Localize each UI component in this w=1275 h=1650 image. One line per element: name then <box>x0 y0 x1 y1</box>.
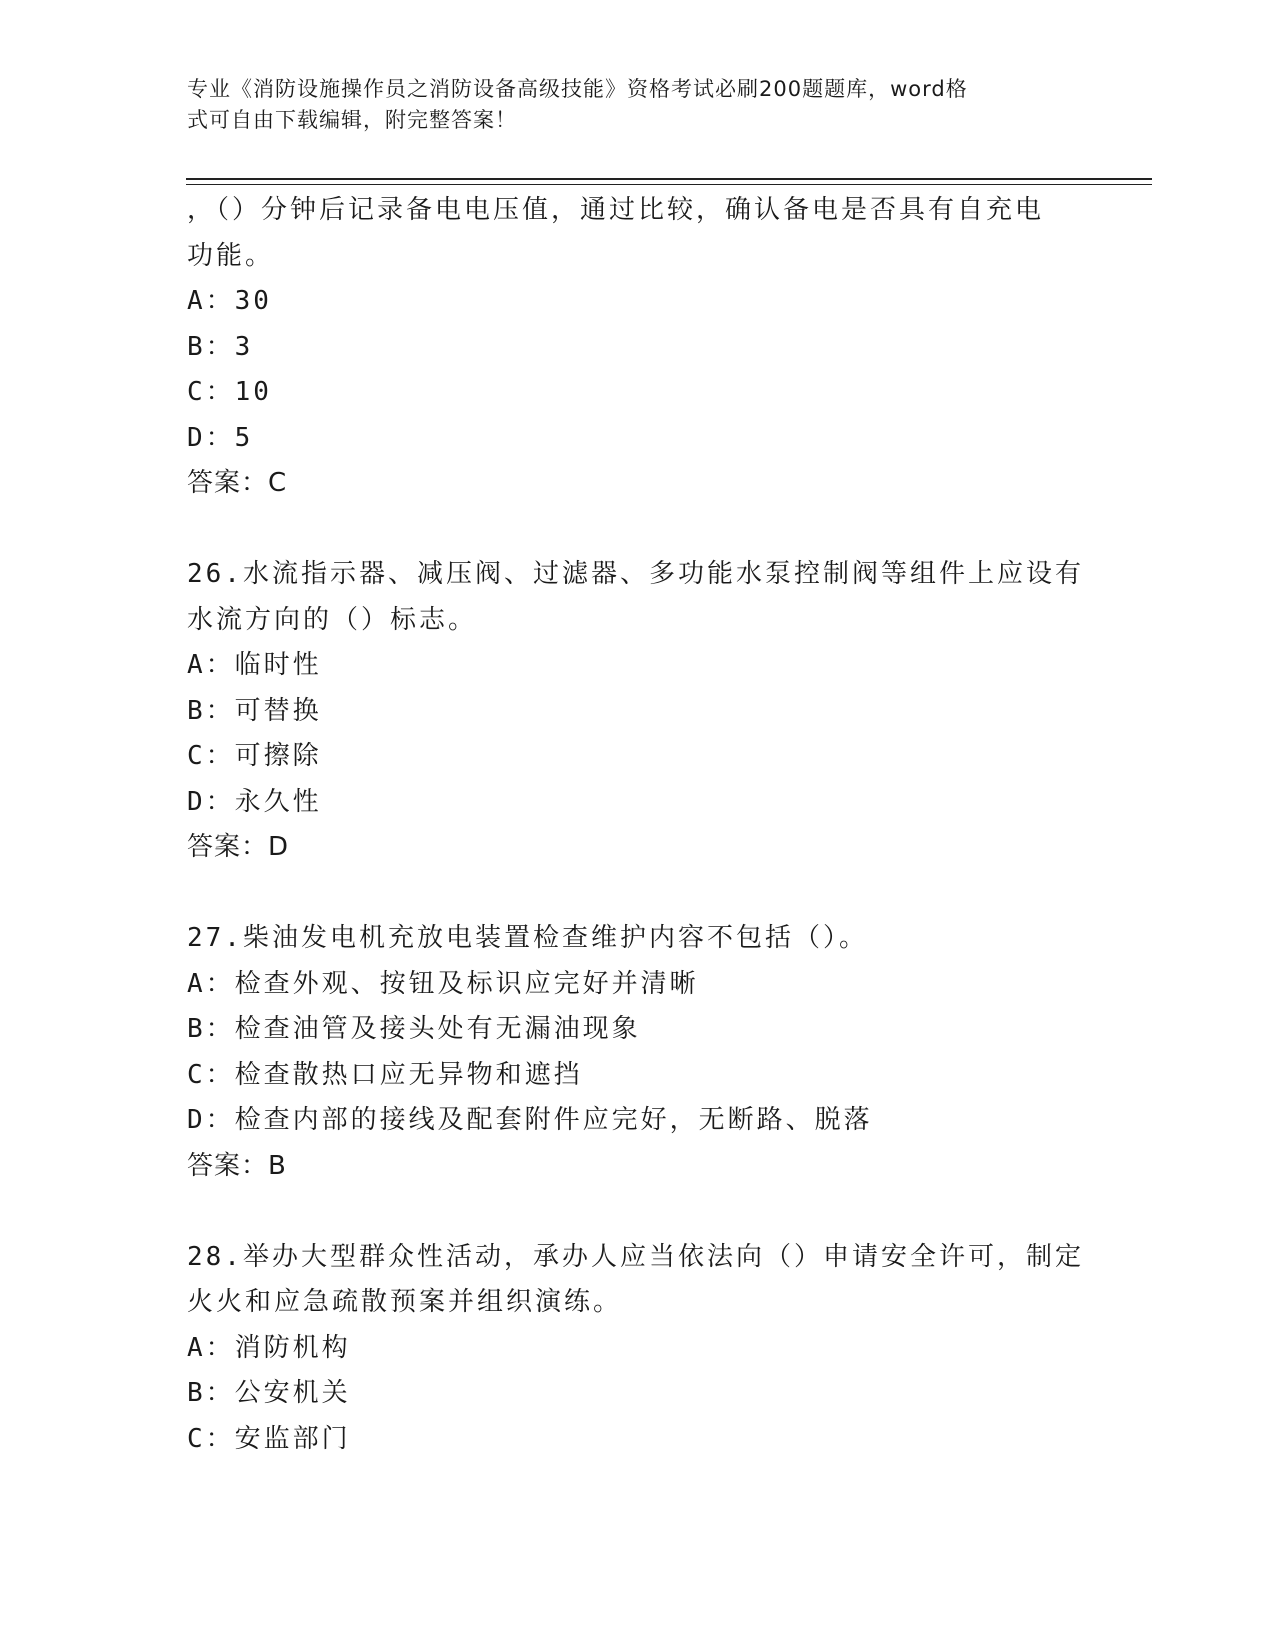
spacer <box>187 871 1087 917</box>
answer-line: 答案：C <box>187 468 288 498</box>
question-stem: 27.柴油发电机充放电装置检查维护内容不包括（）。 <box>187 923 868 953</box>
spacer <box>187 1189 1087 1235</box>
option-a: A：检查外观、按钮及标识应完好并清晰 <box>187 968 699 999</box>
question-26 <box>187 552 1087 871</box>
answer-line: 答案：D <box>187 832 290 862</box>
option-c: C：10 <box>187 377 272 407</box>
option-c: C：安监部门 <box>187 1423 351 1454</box>
option-d: D：永久性 <box>187 786 322 817</box>
question-stem: 水流方向的（）标志。 <box>187 604 478 635</box>
question-stem: 功能。 <box>187 240 275 271</box>
option-a: A：消防机构 <box>187 1332 351 1363</box>
option-b: B：可替换 <box>187 695 322 726</box>
header-line-1: 专业《消防设施操作员之消防设备高级技能》资格考试必刷200题题库，word格 <box>187 77 968 101</box>
question-25 <box>187 188 1087 507</box>
option-a: A：临时性 <box>187 650 322 680</box>
option-d: D：检查内部的接线及配套附件应完好，无断路、脱落 <box>187 1105 873 1135</box>
option-c: C：检查散热口应无异物和遮挡 <box>187 1059 583 1090</box>
question-list <box>187 188 1087 1462</box>
header-line-2: 式可自由下载编辑，附完整答案！ <box>187 108 517 132</box>
question-28 <box>187 1235 1087 1463</box>
document-header <box>187 74 1067 136</box>
option-b: B：3 <box>187 331 254 362</box>
answer-line: 答案：B <box>187 1150 287 1181</box>
option-a: A：30 <box>187 286 272 316</box>
option-b: B：公安机关 <box>187 1378 351 1408</box>
option-d: D：5 <box>187 422 254 453</box>
question-27 <box>187 916 1087 1189</box>
option-b: B：检查油管及接头处有无漏油现象 <box>187 1014 641 1044</box>
question-stem: 28.举办大型群众性活动，承办人应当依法向（）申请安全许可，制定 <box>187 1241 1084 1272</box>
question-stem: ，（）分钟后记录备电电压值，通过比较，确认备电是否具有自充电 <box>187 195 1045 225</box>
question-stem: 火火和应急疏散预案并组织演练。 <box>187 1287 623 1317</box>
option-c: C：可擦除 <box>187 741 322 771</box>
spacer <box>187 507 1087 553</box>
question-stem: 26.水流指示器、减压阀、过滤器、多功能水泵控制阀等组件上应设有 <box>187 559 1084 589</box>
header-divider-top <box>186 178 1152 180</box>
header-divider-bottom <box>186 184 1152 185</box>
